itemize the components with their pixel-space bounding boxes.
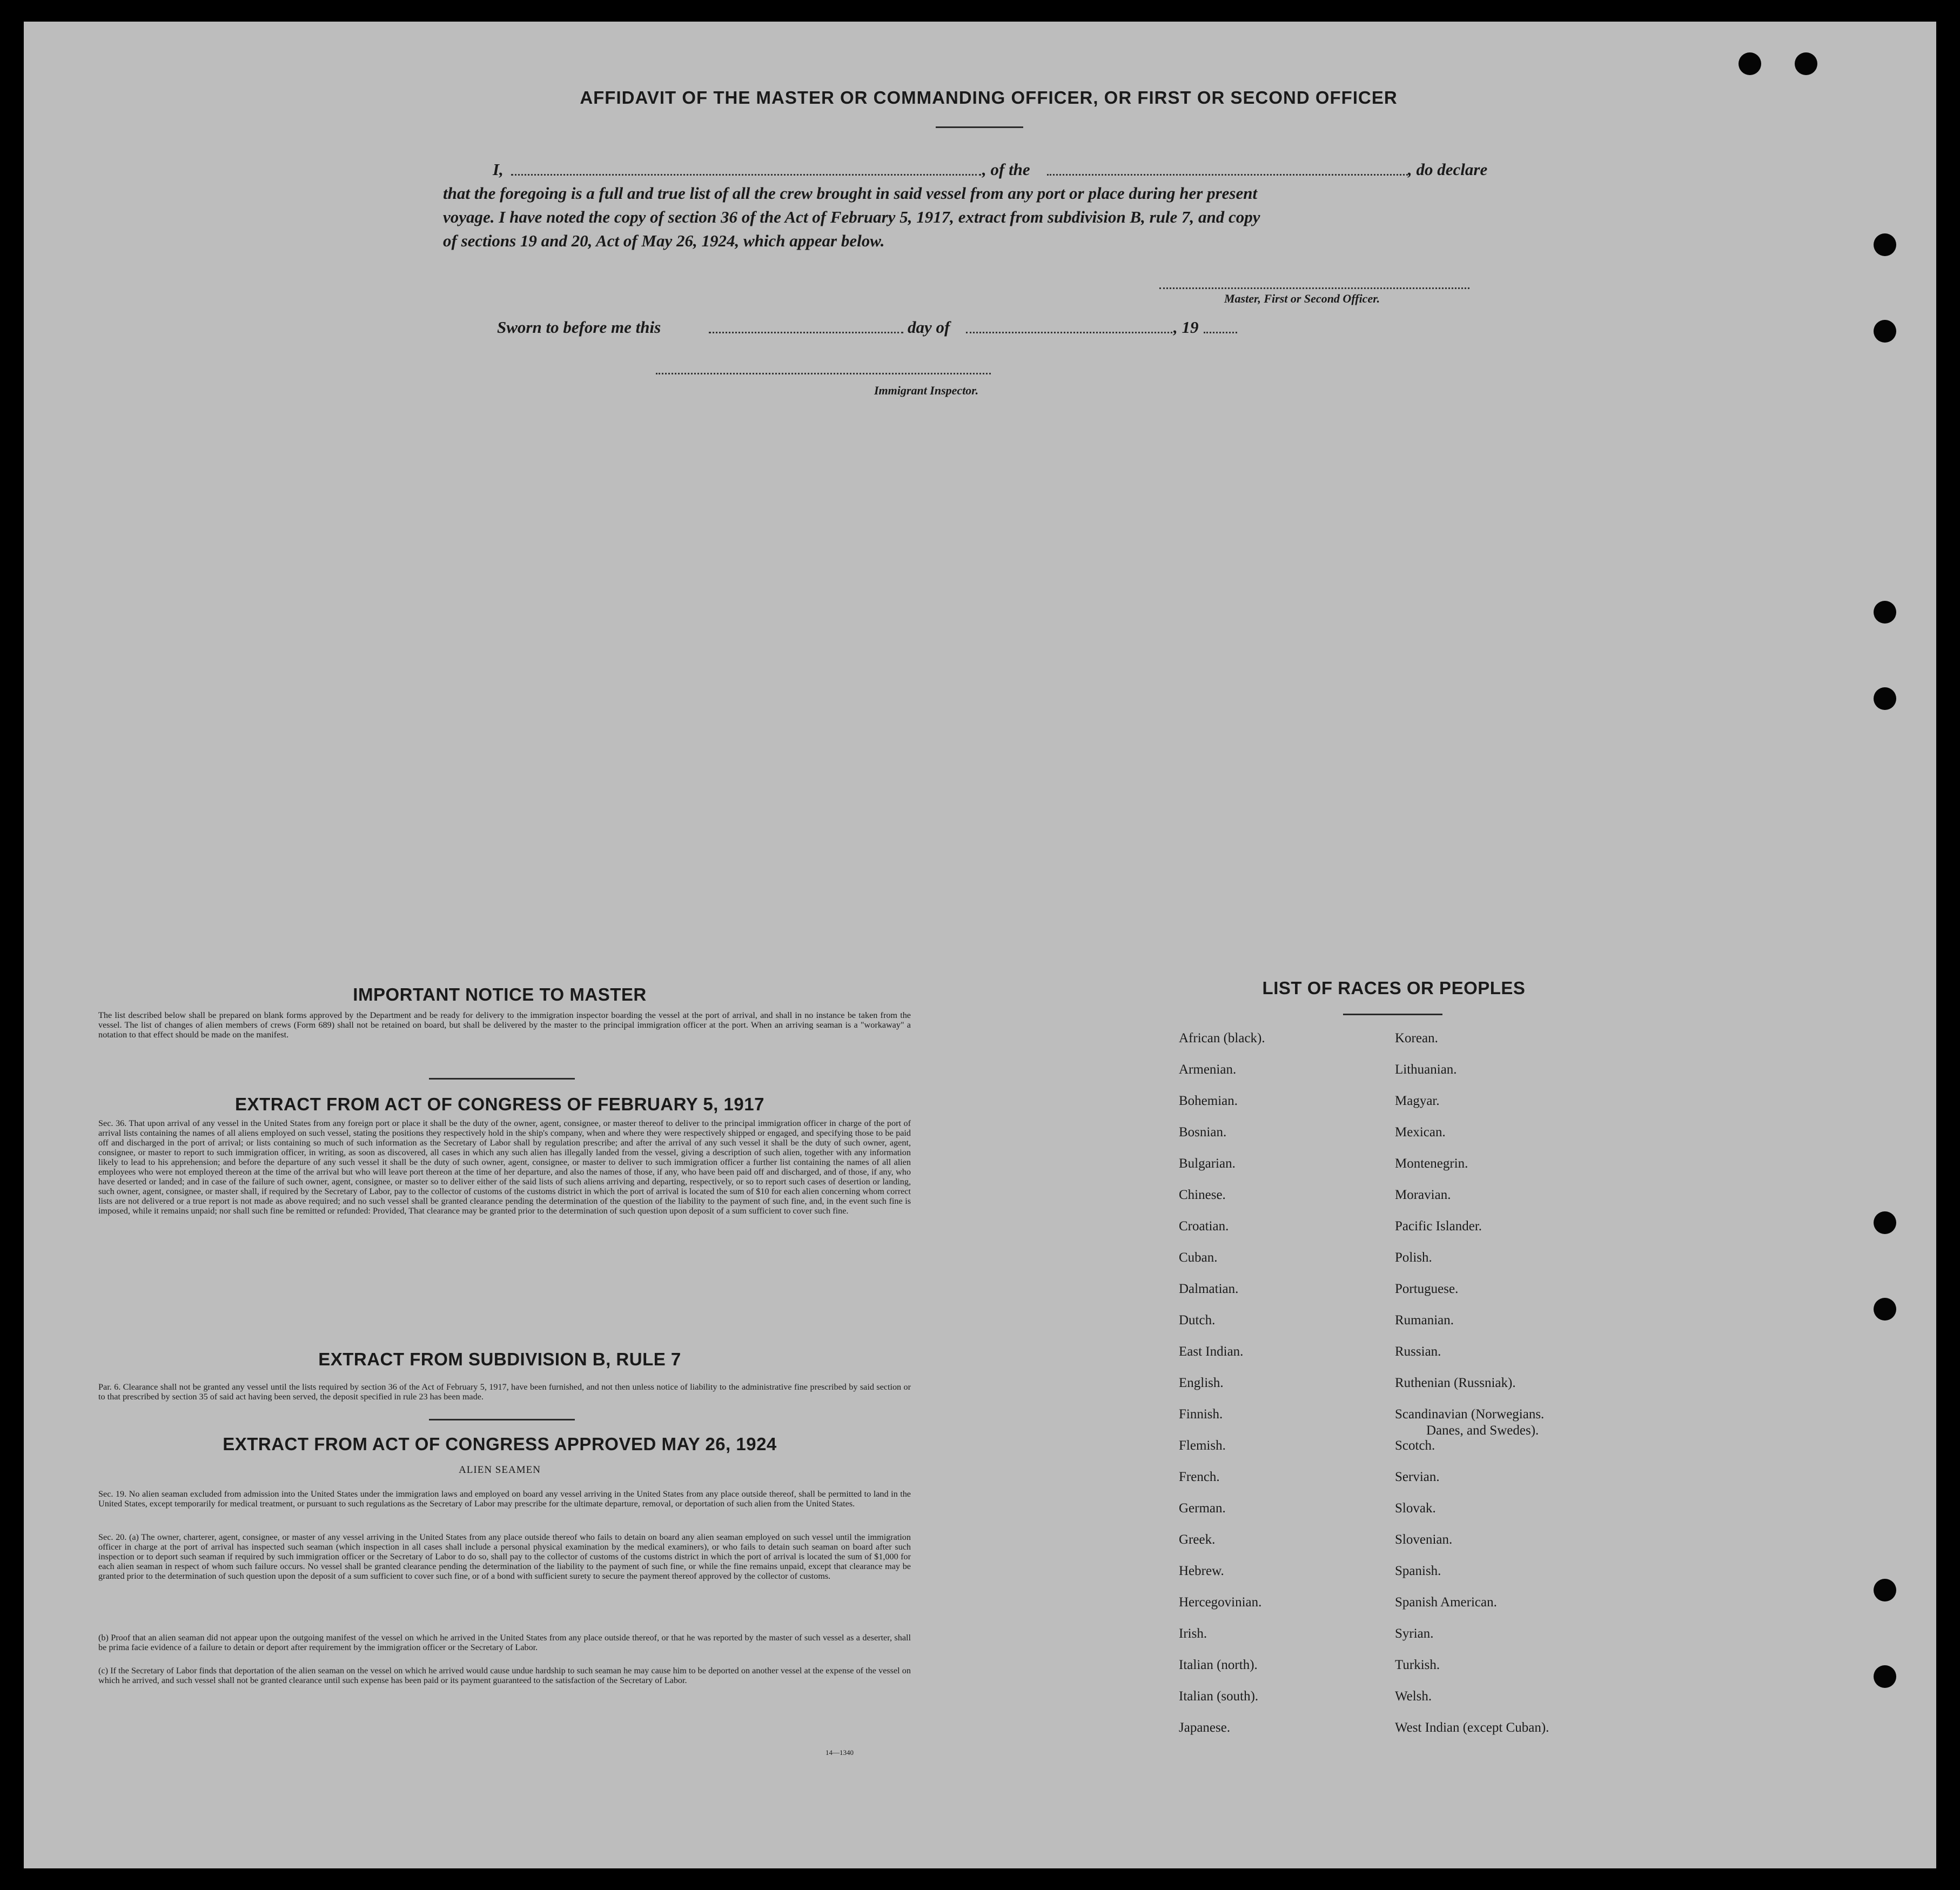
race-item: Moravian. [1395, 1188, 1451, 1202]
race-item: Croatian. [1179, 1219, 1229, 1234]
binder-hole [1874, 1211, 1896, 1234]
day-of-label: day of [908, 318, 950, 337]
extract-rule7-title: EXTRACT FROM SUBDIVISION B, RULE 7 [318, 1349, 681, 1369]
year-blank[interactable] [1204, 332, 1237, 333]
signature-label: Master, First or Second Officer. [1224, 292, 1380, 305]
race-item: Chinese. [1179, 1188, 1226, 1202]
race-item: Greek. [1179, 1532, 1216, 1547]
race-item: French. [1179, 1470, 1220, 1484]
race-item-continuation: Danes, and Swedes). [1426, 1423, 1539, 1438]
race-item: Hercegovinian. [1179, 1595, 1262, 1610]
binder-hole [1874, 1579, 1896, 1601]
notice-body: The list described below shall be prepared on blank forms approved by the Department and be ready for delivery to the immigration inspector boarding the vessel at the port of arrival, and shall in no instance be taken from the vessel. The list of changes of alien members of crews (Form 689) shall not be retained on board, but shall be delivered by the master to the principal immigration officer at the port. When an arriving seaman is a "workaway" a notation to that effect should be made on the manifest. [98, 1010, 911, 1040]
race-item: Rumanian. [1395, 1313, 1454, 1328]
extract-1924-title: EXTRACT FROM ACT OF CONGRESS APPROVED MAY 26, 1924 [223, 1434, 777, 1454]
race-item: Finnish. [1179, 1407, 1223, 1422]
races-left-column [1179, 1031, 1265, 1752]
rule7-divider [429, 1419, 575, 1420]
alien-seamen-heading: ALIEN SEAMEN [459, 1464, 541, 1476]
sworn-text: Sworn to before me this [497, 318, 661, 337]
extract-1917-title: EXTRACT FROM ACT OF CONGRESS OF FEBRUARY 5, 1917 [235, 1094, 764, 1114]
vessel-blank[interactable] [1047, 174, 1408, 176]
race-item: Korean. [1395, 1031, 1438, 1045]
race-item: Turkish. [1395, 1658, 1440, 1672]
binder-hole [1874, 601, 1896, 624]
race-item: Magyar. [1395, 1094, 1440, 1108]
race-item: African (black). [1179, 1031, 1265, 1045]
race-item: Slovenian. [1395, 1532, 1453, 1547]
sec20a-body: Sec. 20. (a) The owner, charterer, agent, consignee, or master of any vessel arriving in the United States from any place outside thereof who fails to detain on board any alien seaman employed on such vessel until the immigration officer in charge at the port of arrival has inspected such seaman (which inspection in all cases shall include a personal physical examination by the medical examiners), or who fails to detain such seaman on board after such inspection or to deport such seaman if required by such immigration officer or the Secretary of Labor to do so, shall pay to the collector of customs of the customs district in which the port of arrival is located the sum of $1,000 for each alien seaman in respect of whom such failure occurs. No vessel shall be granted clearance pending the determination of the liability to the payment of such fine, or while the fine remains unpaid, except that clearance may be granted prior to the determination of such question upon the deposit of a sum sufficient to cover such fine, or of a bond with sufficient surety to secure the payment thereof approved by the collector of customs. [98, 1532, 911, 1581]
affidavit-i-label: I, [493, 160, 504, 179]
day-blank[interactable] [709, 332, 903, 333]
extract-rule7-body: Par. 6. Clearance shall not be granted any vessel until the lists required by section 36 of the Act of February 5, 1917, have been furnished, and not then unless notice of liability to the administrative fine prescribed by said section or to that prescribed by section 35 of said act having been served, the deposit specified in rule 23 has been made. [98, 1382, 911, 1402]
binder-hole [1739, 52, 1761, 75]
sec20c-body: (c) If the Secretary of Labor finds that deportation of the alien seaman on the vessel on which he arrived would cause undue hardship to such seaman he may cause him to be deported on another vessel at the expense of the vessel on which he arrived, and such vessel shall not be granted clearance until such expense has been paid or its payment guaranteed to the satisfaction of the Secretary of Labor. [98, 1666, 911, 1685]
binder-hole [1874, 1665, 1896, 1688]
race-item: Armenian. [1179, 1062, 1237, 1077]
binder-hole [1874, 233, 1896, 256]
name-blank[interactable] [511, 174, 981, 176]
form-number: 14—1340 [825, 1748, 854, 1757]
notice-title: IMPORTANT NOTICE TO MASTER [353, 984, 647, 1004]
extract-1917-body: Sec. 36. That upon arrival of any vessel in the United States from any foreign port or place it shall be the duty of the owner, agent, consignee, or master thereof to deliver to the principal immigration officer in charge of the port of arrival lists containing the names of all aliens employed on such vessel, stating the positions they respectively hold in the ship's company, when and where they were respectively shipped or engaged, and specifying those to be paid off and discharged in the port of arrival; or lists containing so much of such information as the Secretary of Labor shall by regulation prescribe; and after the arrival of any such vessel it shall be the duty of such owner, agent, consignee, or master to report to such immigration officer, in writing, as soon as discovered, all cases in which any such alien has illegally landed from the vessel, giving a description of such alien, together with any information likely to lead to his apprehension; and before the departure of any such vessel it shall be the duty of such owner, agent, consignee, or master to deliver to such immigration officer a further list containing the names of all alien employees who were not employed thereon at the time of the arrival but who will leave port thereon at the time of her departure, and also the names of those, if any, who have been paid off and discharged, and of those, if any, who have deserted or landed; and in case of the failure of such owner, agent, consignee, or master so to deliver either of the said lists of such aliens arriving and departing, respectively, or so to report such cases of desertion or landing, such owner, agent, consignee, or master shall, if required by the Secretary of Labor, pay to the collector of customs of the customs district in which the port of arrival is located the sum of $10 for each alien concerning whom correct lists are not delivered or a true report is not made as above required; and no such vessel shall be granted clearance pending the determination of the question of the liability to the payment of such fine, and, in the event such fine is imposed, while it remains unpaid; nor shall such fine be remitted or refunded: Provided, That clearance may be granted prior to the determination of such question upon deposit of a sum sufficient to cover such fine. [98, 1118, 911, 1216]
races-divider [1343, 1014, 1442, 1015]
month-blank[interactable] [966, 332, 1172, 333]
inspector-label: Immigrant Inspector. [874, 384, 979, 397]
race-item: Syrian. [1395, 1626, 1434, 1641]
race-item: Lithuanian. [1395, 1062, 1457, 1077]
document-page [24, 22, 1936, 1868]
sec20b-body: (b) Proof that an alien seaman did not appear upon the outgoing manifest of the vessel on which he arrived in the United States from any place outside thereof, or that he was reported by the master of such vessel as a deserter, shall be prima facie evidence of a failure to detain or deport after requirement by the immigration officer or the Secretary of Labor. [98, 1633, 911, 1652]
affidavit-line-3: voyage. I have noted the copy of section 36 of the Act of February 5, 1917, extract from subdivision B, rule 7, and copy [443, 207, 1260, 226]
binder-hole [1874, 687, 1896, 710]
binder-hole [1874, 320, 1896, 343]
race-item: German. [1179, 1501, 1226, 1516]
affidavit-of-the-label: , of the [982, 160, 1030, 179]
race-item: Dalmatian. [1179, 1282, 1239, 1296]
race-item: Servian. [1395, 1470, 1440, 1484]
race-item: Bohemian. [1179, 1094, 1238, 1108]
race-item: Irish. [1179, 1626, 1207, 1641]
race-item: Welsh. [1395, 1689, 1432, 1704]
sec19-body: Sec. 19. No alien seaman excluded from admission into the United States under the immigration laws and employed on board any vessel arriving in the United States from any place outside thereof, shall be permitted to land in the United States, except temporarily for medical treatment, or pursuant to such regulations as the Secretary of Labor may prescribe for the ultimate departure, removal, or deportation of such alien from the United States. [98, 1489, 911, 1509]
race-item: Scandinavian (Norwegians. [1395, 1407, 1545, 1422]
race-item: Portuguese. [1395, 1282, 1459, 1296]
affidavit-declare-label: , do declare [1408, 160, 1488, 179]
binder-hole [1795, 52, 1817, 75]
race-item: Ruthenian (Russniak). [1395, 1376, 1516, 1390]
race-item: Slovak. [1395, 1501, 1436, 1516]
year-prefix: , 19 [1173, 318, 1199, 337]
affidavit-line-4: of sections 19 and 20, Act of May 26, 1924, which appear below. [443, 231, 885, 250]
binder-hole [1874, 1298, 1896, 1321]
race-item: Pacific Islander. [1395, 1219, 1482, 1234]
race-item: Spanish American. [1395, 1595, 1497, 1610]
race-item: Hebrew. [1179, 1564, 1224, 1578]
race-item: Bosnian. [1179, 1125, 1227, 1140]
affidavit-line-2: that the foregoing is a full and true list of all the crew brought in said vessel from any port or place during her present [443, 184, 1258, 203]
race-item: Cuban. [1179, 1250, 1218, 1265]
race-item: Flemish. [1179, 1438, 1226, 1453]
race-item: Russian. [1395, 1344, 1441, 1359]
race-item: Japanese. [1179, 1720, 1231, 1735]
inspector-signature-line[interactable] [656, 373, 991, 374]
race-item: West Indian (except Cuban). [1395, 1720, 1549, 1735]
race-item: Mexican. [1395, 1125, 1446, 1140]
race-item: English. [1179, 1376, 1224, 1390]
affidavit-title: AFFIDAVIT OF THE MASTER OR COMMANDING OFFICER, OR FIRST OR SECOND OFFICER [580, 88, 1398, 108]
race-item: Polish. [1395, 1250, 1432, 1265]
notice-divider [429, 1078, 575, 1080]
race-item: Dutch. [1179, 1313, 1216, 1328]
signature-line[interactable] [1159, 287, 1469, 289]
race-item: Spanish. [1395, 1564, 1441, 1578]
title-divider [936, 126, 1023, 128]
races-right-column [1395, 1031, 1549, 1752]
race-item: Scotch. [1395, 1438, 1435, 1453]
race-item: Italian (north). [1179, 1658, 1258, 1672]
race-item: East Indian. [1179, 1344, 1244, 1359]
race-item: Bulgarian. [1179, 1156, 1236, 1171]
races-title: LIST OF RACES OR PEOPLES [1262, 978, 1526, 998]
race-item: Montenegrin. [1395, 1156, 1468, 1171]
race-item: Italian (south). [1179, 1689, 1259, 1704]
